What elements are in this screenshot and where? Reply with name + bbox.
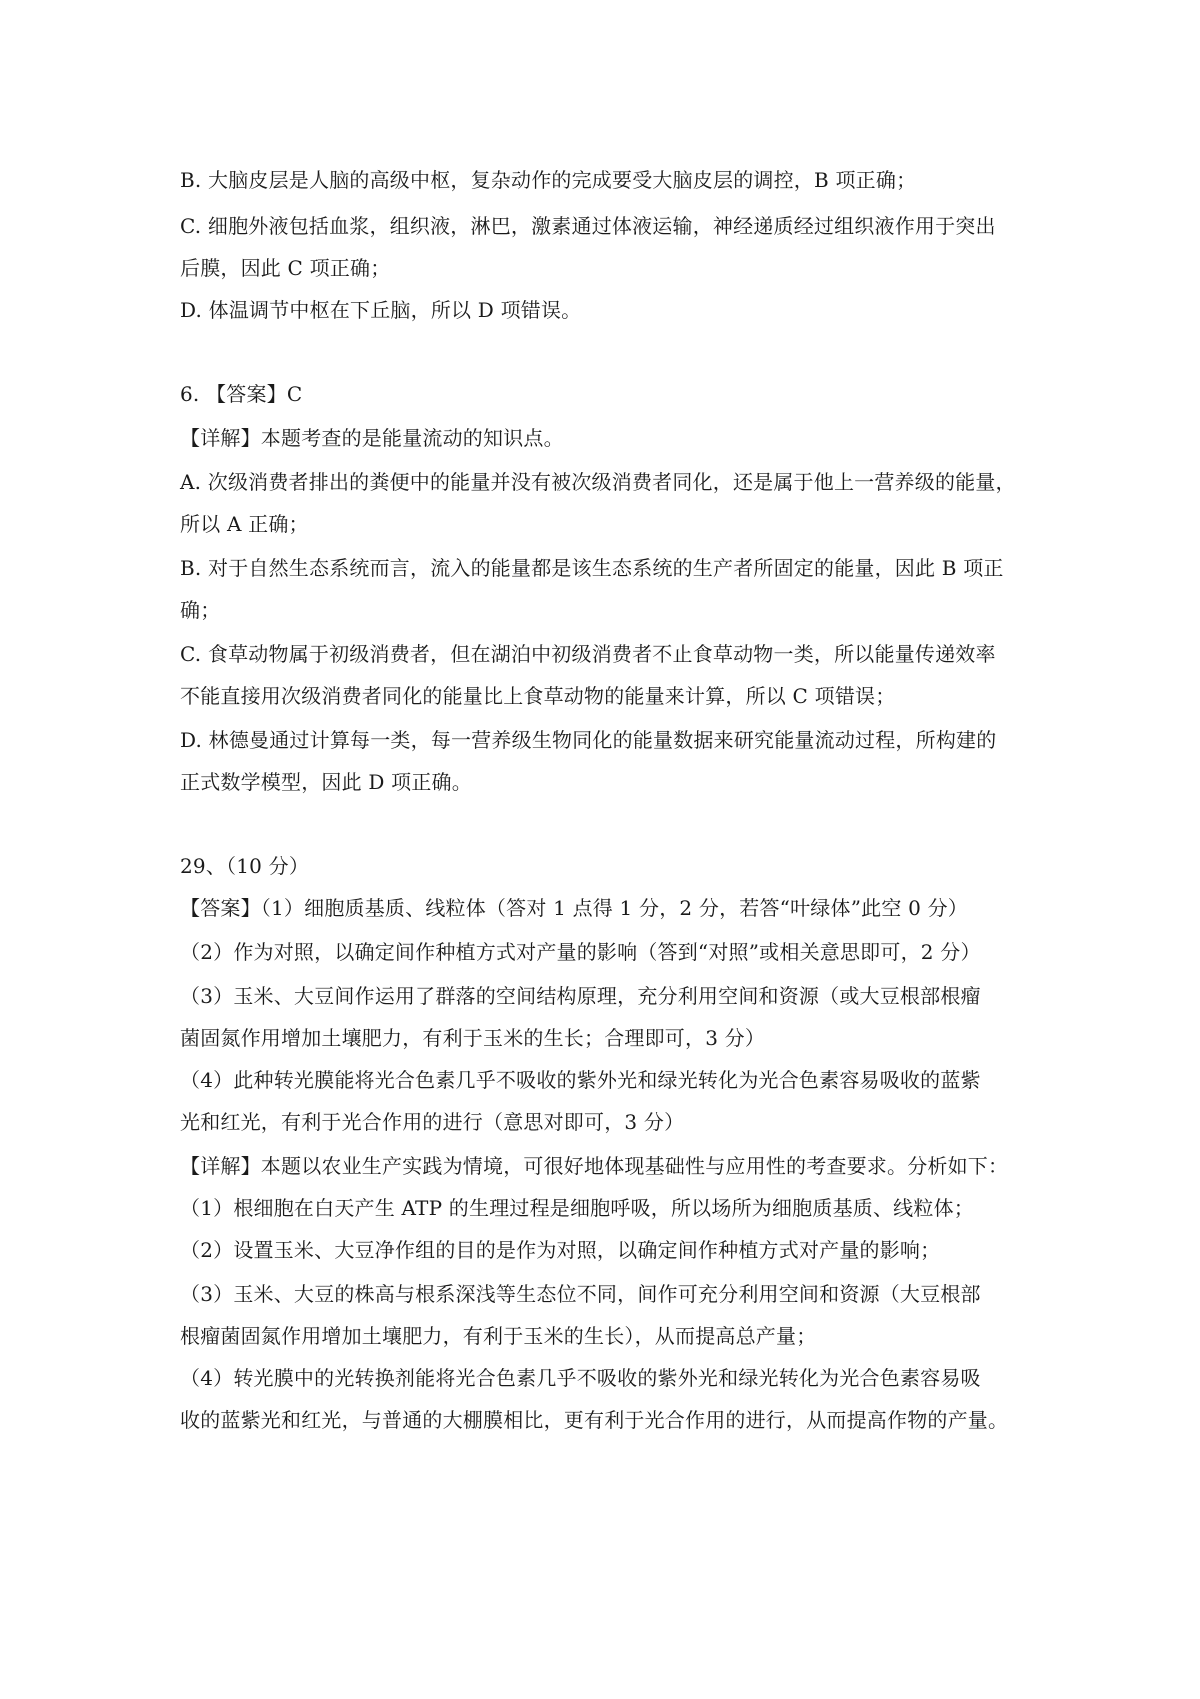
text-line: D. 林德曼通过计算每一类，每一营养级生物同化的能量数据来研究能量流动过程，所构建的 (180, 728, 997, 752)
text-line: 【详解】本题以农业生产实践为情境，可很好地体现基础性与应用性的考查要求。分析如下： (180, 1154, 1009, 1178)
text-line: （3）玉米、大豆间作运用了群落的空间结构原理，充分利用空间和资源（或大豆根部根瘤 (180, 984, 981, 1008)
text-line: 正式数学模型，因此 D 项正确。 (180, 770, 472, 794)
text-line: 【详解】本题考查的是能量流动的知识点。 (180, 426, 564, 450)
text-line: D. 体温调节中枢在下丘脑，所以 D 项错误。 (180, 298, 582, 322)
text-line: （3）玉米、大豆的株高与根系深浅等生态位不同，间作可充分利用空间和资源（大豆根部 (180, 1282, 981, 1306)
text-line: C. 食草动物属于初级消费者，但在湖泊中初级消费者不止食草动物一类，所以能量传递效率 (180, 642, 996, 666)
answer-heading: 6. 【答案】C (180, 382, 303, 406)
text-line: （4）此种转光膜能将光合色素几乎不吸收的紫外光和绿光转化为光合色素容易吸收的蓝紫 (180, 1068, 981, 1092)
text-line: 不能直接用次级消费者同化的能量比上食草动物的能量来计算，所以 C 项错误； (180, 684, 896, 708)
text-line: 所以 A 正确； (180, 512, 309, 536)
text-line: C. 细胞外液包括血浆，组织液，淋巴，激素通过体液运输，神经递质经过组织液作用于突出 (180, 214, 996, 238)
text-line: 根瘤菌固氮作用增加土壤肥力，有利于玉米的生长），从而提高总产量； (180, 1324, 817, 1348)
text-line: （2）设置玉米、大豆净作组的目的是作为对照，以确定间作种植方式对产量的影响； (180, 1238, 941, 1262)
text-line: B. 大脑皮层是人脑的高级中枢，复杂动作的完成要受大脑皮层的调控，B 项正确； (180, 168, 917, 192)
text-line: B. 对于自然生态系统而言，流入的能量都是该生态系统的生产者所固定的能量，因此 B 项正 (180, 556, 1004, 580)
text-line: 【答案】（1）细胞质基质、线粒体（答对 1 点得 1 分，2 分，若答“叶绿体”此空 0 分） (180, 896, 968, 920)
text-line: A. 次级消费者排出的粪便中的能量并没有被次级消费者同化，还是属于他上一营养级的能量， (180, 470, 1016, 494)
text-line: 后膜，因此 C 项正确； (180, 256, 391, 280)
text-line: 菌固氮作用增加土壤肥力，有利于玉米的生长；合理即可，3 分） (180, 1026, 766, 1050)
text-line: 收的蓝紫光和红光，与普通的大棚膜相比，更有利于光合作用的进行，从而提高作物的产量。 (180, 1408, 1009, 1432)
text-line: 确； (180, 598, 221, 622)
text-line: （1）根细胞在白天产生 ATP 的生理过程是细胞呼吸，所以场所为细胞质基质、线粒体； (180, 1196, 974, 1220)
text-line: （2）作为对照，以确定间作种植方式对产量的影响（答到“对照”或相关意思即可，2 分） (180, 940, 981, 964)
question-heading: 29、（10 分） (180, 854, 310, 878)
text-line: （4）转光膜中的光转换剂能将光合色素几乎不吸收的紫外光和绿光转化为光合色素容易吸 (180, 1366, 981, 1390)
text-line: 光和红光，有利于光合作用的进行（意思对即可，3 分） (180, 1110, 685, 1134)
